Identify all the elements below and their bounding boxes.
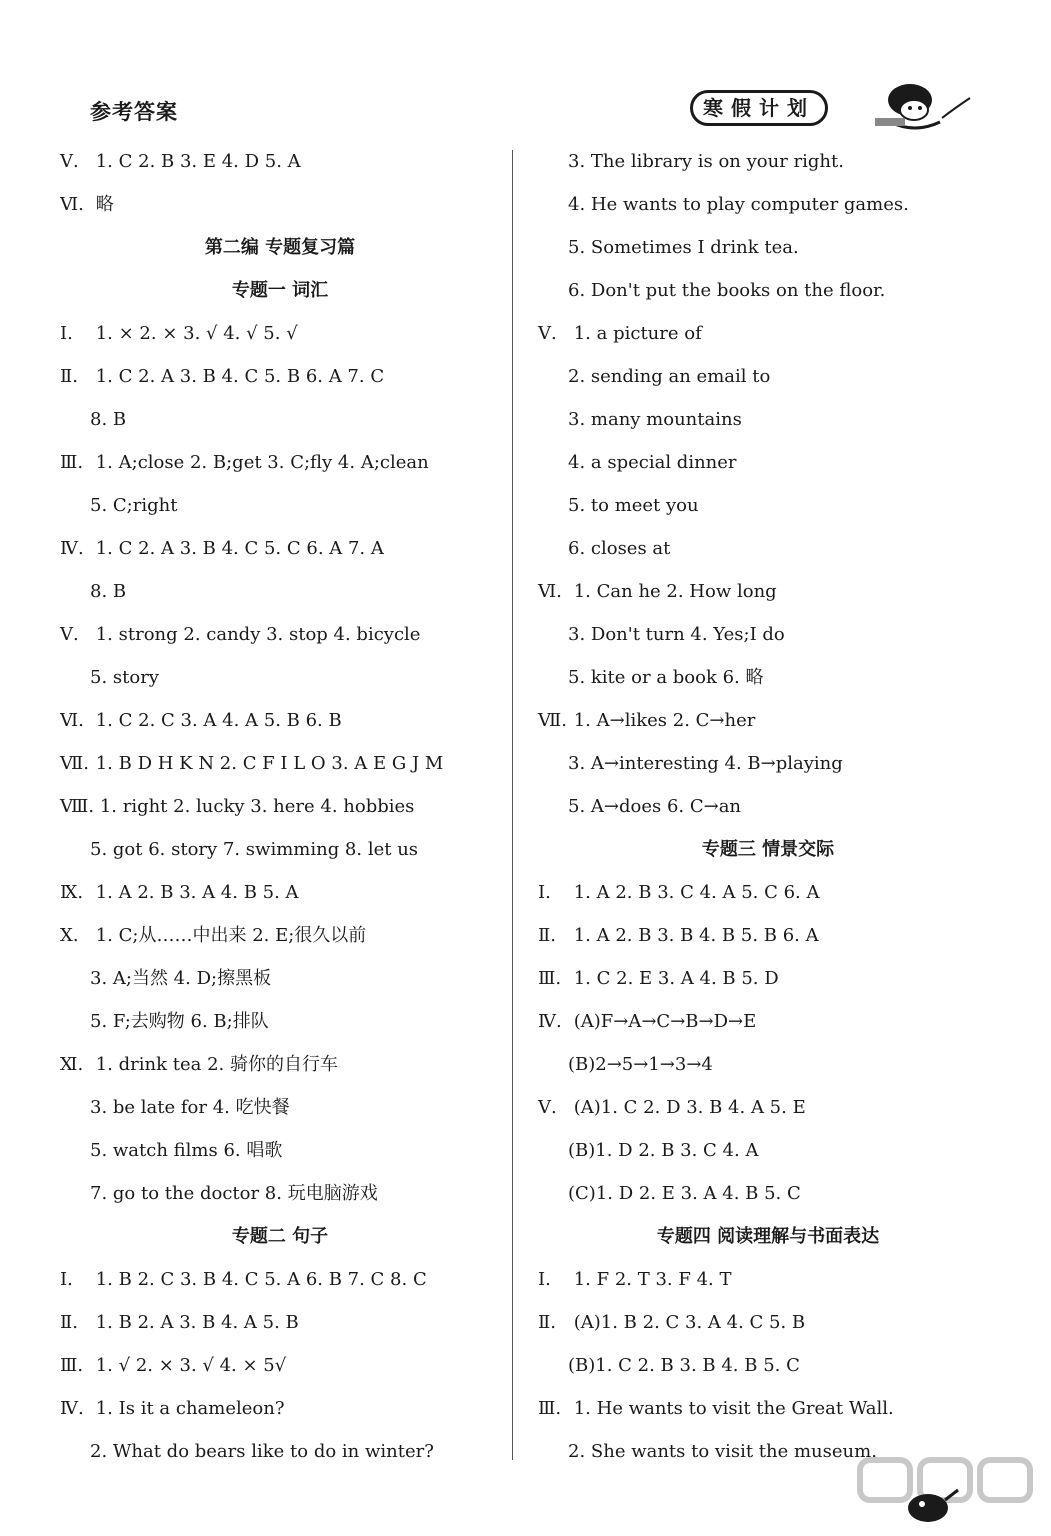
section-numeral: Ⅱ.	[60, 366, 78, 387]
section-numeral: Ⅺ.	[60, 1054, 84, 1075]
section-numeral: Ⅲ.	[538, 1398, 562, 1419]
answer-continuation: 3. A;当然 4. D;擦黑板	[90, 968, 272, 989]
answer-line	[60, 140, 500, 183]
answer-continuation: 8. B	[90, 581, 127, 602]
answer-line	[538, 914, 998, 957]
answer-continuation: 2. She wants to visit the museum.	[568, 1441, 877, 1462]
answer-continuation: 3. Don't turn 4. Yes;I do	[568, 624, 785, 645]
answer-text: 1. A 2. B 3. A 4. B 5. A	[95, 882, 299, 903]
section-numeral: Ⅲ.	[60, 452, 84, 473]
section-numeral: Ⅴ.	[60, 151, 79, 172]
answer-line	[538, 871, 998, 914]
answer-continuation: (C)1. D 2. E 3. A 4. B 5. C	[568, 1183, 801, 1204]
answer-line	[538, 570, 998, 613]
section-numeral: Ⅰ.	[538, 882, 551, 903]
answer-text: 1. F 2. T 3. F 4. T	[573, 1269, 732, 1290]
answer-continuation: 3. be late for 4. 吃快餐	[90, 1097, 290, 1118]
answer-continuation: 5. A→does 6. C→an	[568, 796, 742, 817]
section-numeral: Ⅶ.	[538, 710, 567, 731]
answer-line	[538, 1086, 998, 1129]
brand-logo	[690, 78, 980, 138]
answer-continuation: 6. closes at	[568, 538, 671, 559]
section-numeral: Ⅶ.	[60, 753, 89, 774]
answer-continuation: 5. got 6. story 7. swimming 8. let us	[90, 839, 419, 860]
section-numeral: Ⅰ.	[60, 323, 73, 344]
answer-text: (A)1. C 2. D 3. B 4. A 5. E	[573, 1097, 806, 1118]
answer-text: (A)1. B 2. C 3. A 4. C 5. B	[573, 1312, 806, 1333]
section-numeral: Ⅸ.	[60, 882, 84, 903]
answer-line	[538, 699, 998, 742]
answer-line	[60, 183, 500, 226]
answer-text: 1. C 2. A 3. B 4. C 5. C 6. A 7. A	[95, 538, 384, 559]
answer-line	[60, 1043, 500, 1086]
section-numeral: Ⅳ.	[538, 1011, 562, 1032]
answer-continuation: 2. sending an email to	[568, 366, 771, 387]
answer-text: 1. C 2. C 3. A 4. A 5. B 6. B	[95, 710, 342, 731]
section-heading: 第二编 专题复习篇	[204, 237, 356, 258]
answer-continuation: 5. watch films 6. 唱歌	[90, 1140, 283, 1161]
answer-text: 1. A;close 2. B;get 3. C;fly 4. A;clean	[95, 452, 429, 473]
answer-continuation: 5. Sometimes I drink tea.	[568, 237, 799, 258]
mascot-icon	[870, 78, 980, 138]
page-header	[0, 0, 1051, 150]
answer-text: 1. Can he 2. How long	[573, 581, 777, 602]
answer-line	[60, 699, 500, 742]
section-numeral: Ⅴ.	[538, 323, 557, 344]
answer-line	[60, 527, 500, 570]
column-divider	[512, 150, 513, 1460]
section-numeral: Ⅳ.	[60, 538, 84, 559]
answer-text: 1. B 2. C 3. B 4. C 5. A 6. B 7. C 8. C	[95, 1269, 427, 1290]
answer-line	[538, 1387, 998, 1430]
answer-continuation: 5. to meet you	[568, 495, 699, 516]
answer-continuation: 3. A→interesting 4. B→playing	[568, 753, 843, 774]
answer-continuation: 6. Don't put the books on the floor.	[568, 280, 886, 301]
section-numeral: Ⅰ.	[538, 1269, 551, 1290]
answer-text: 1. right 2. lucky 3. here 4. hobbies	[99, 796, 415, 817]
answer-text: 1. He wants to visit the Great Wall.	[573, 1398, 894, 1419]
answer-line	[60, 742, 500, 785]
answer-continuation: 4. He wants to play computer games.	[568, 194, 909, 215]
answer-text: 1. drink tea 2. 骑你的自行车	[95, 1054, 338, 1075]
answer-text: 1. A 2. B 3. B 4. B 5. B 6. A	[573, 925, 819, 946]
section-numeral: Ⅳ.	[60, 1398, 84, 1419]
answer-continuation: 4. a special dinner	[568, 452, 737, 473]
answer-text: 1. a picture of	[573, 323, 702, 344]
section-numeral: Ⅰ.	[60, 1269, 73, 1290]
answer-continuation: 5. kite or a book 6. 略	[568, 667, 764, 688]
answer-line	[60, 1258, 500, 1301]
section-numeral: Ⅵ.	[538, 581, 562, 602]
answer-continuation: 2. What do bears like to do in winter?	[90, 1441, 434, 1462]
footer-mascot-icon	[900, 1480, 960, 1530]
answer-line	[538, 957, 998, 1000]
section-heading: 专题一 词汇	[231, 280, 329, 301]
answer-continuation: 3. many mountains	[568, 409, 742, 430]
answer-text: 1. strong 2. candy 3. stop 4. bicycle	[95, 624, 421, 645]
left-column	[60, 140, 500, 1473]
section-numeral: Ⅹ.	[60, 925, 79, 946]
answer-continuation: (B)1. D 2. B 3. C 4. A	[568, 1140, 759, 1161]
answer-text: 1. B 2. A 3. B 4. A 5. B	[95, 1312, 299, 1333]
answer-text: 1. Is it a chameleon?	[95, 1398, 285, 1419]
answer-line	[538, 312, 998, 355]
answer-text: 1. √ 2. × 3. √ 4. × 5√	[95, 1355, 287, 1376]
section-heading: 专题四 阅读理解与书面表达	[656, 1226, 880, 1247]
answer-line	[60, 613, 500, 656]
header-label: 参考答案	[90, 100, 178, 124]
answer-text: 1. C 2. E 3. A 4. B 5. D	[573, 968, 779, 989]
answer-continuation: (B)2→5→1→3→4	[568, 1054, 713, 1075]
answer-line	[60, 1387, 500, 1430]
answer-continuation: 7. go to the doctor 8. 玩电脑游戏	[90, 1183, 378, 1204]
answer-continuation: (B)1. C 2. B 3. B 4. B 5. C	[568, 1355, 800, 1376]
answer-line	[60, 914, 500, 957]
section-numeral: Ⅱ.	[60, 1312, 78, 1333]
section-heading: 专题三 情景交际	[701, 839, 835, 860]
section-numeral: Ⅵ.	[60, 710, 84, 731]
answer-text: 略	[95, 194, 114, 215]
answer-line	[60, 871, 500, 914]
answer-continuation: 3. The library is on your right.	[568, 151, 844, 172]
section-numeral: Ⅷ.	[60, 796, 95, 817]
section-numeral: Ⅴ.	[538, 1097, 557, 1118]
brand-word: 寒假计划	[690, 90, 828, 126]
answer-line	[538, 1301, 998, 1344]
section-numeral: Ⅱ.	[538, 925, 556, 946]
section-numeral: Ⅴ.	[60, 624, 79, 645]
section-numeral: Ⅵ.	[60, 194, 84, 215]
answer-line	[60, 441, 500, 484]
answer-text: 1. × 2. × 3. √ 4. √ 5. √	[95, 323, 298, 344]
answer-text: 1. A 2. B 3. C 4. A 5. C 6. A	[573, 882, 820, 903]
answer-line	[60, 355, 500, 398]
right-column	[538, 140, 998, 1473]
answer-text: 1. C;从……中出来 2. E;很久以前	[95, 925, 367, 946]
answer-line	[538, 1000, 998, 1043]
answer-line	[60, 785, 500, 828]
answer-line	[60, 1301, 500, 1344]
answer-text: 1. C 2. B 3. E 4. D 5. A	[95, 151, 301, 172]
section-numeral: Ⅲ.	[60, 1355, 84, 1376]
answer-line	[60, 1344, 500, 1387]
answer-text: 1. C 2. A 3. B 4. C 5. B 6. A 7. C	[95, 366, 385, 387]
answer-text: 1. A→likes 2. C→her	[573, 710, 756, 731]
answer-continuation: 5. F;去购物 6. B;排队	[90, 1011, 269, 1032]
answer-text: 1. B D H K N 2. C F I L O 3. A E G J M	[95, 753, 444, 774]
answer-text: (A)F→A→C→B→D→E	[573, 1011, 757, 1032]
section-heading: 专题二 句子	[231, 1226, 329, 1247]
section-numeral: Ⅲ.	[538, 968, 562, 989]
answer-continuation: 5. story	[90, 667, 159, 688]
answer-continuation: 8. B	[90, 409, 127, 430]
section-numeral: Ⅱ.	[538, 1312, 556, 1333]
answer-line	[60, 312, 500, 355]
answer-continuation: 5. C;right	[90, 495, 178, 516]
answer-line	[538, 1258, 998, 1301]
